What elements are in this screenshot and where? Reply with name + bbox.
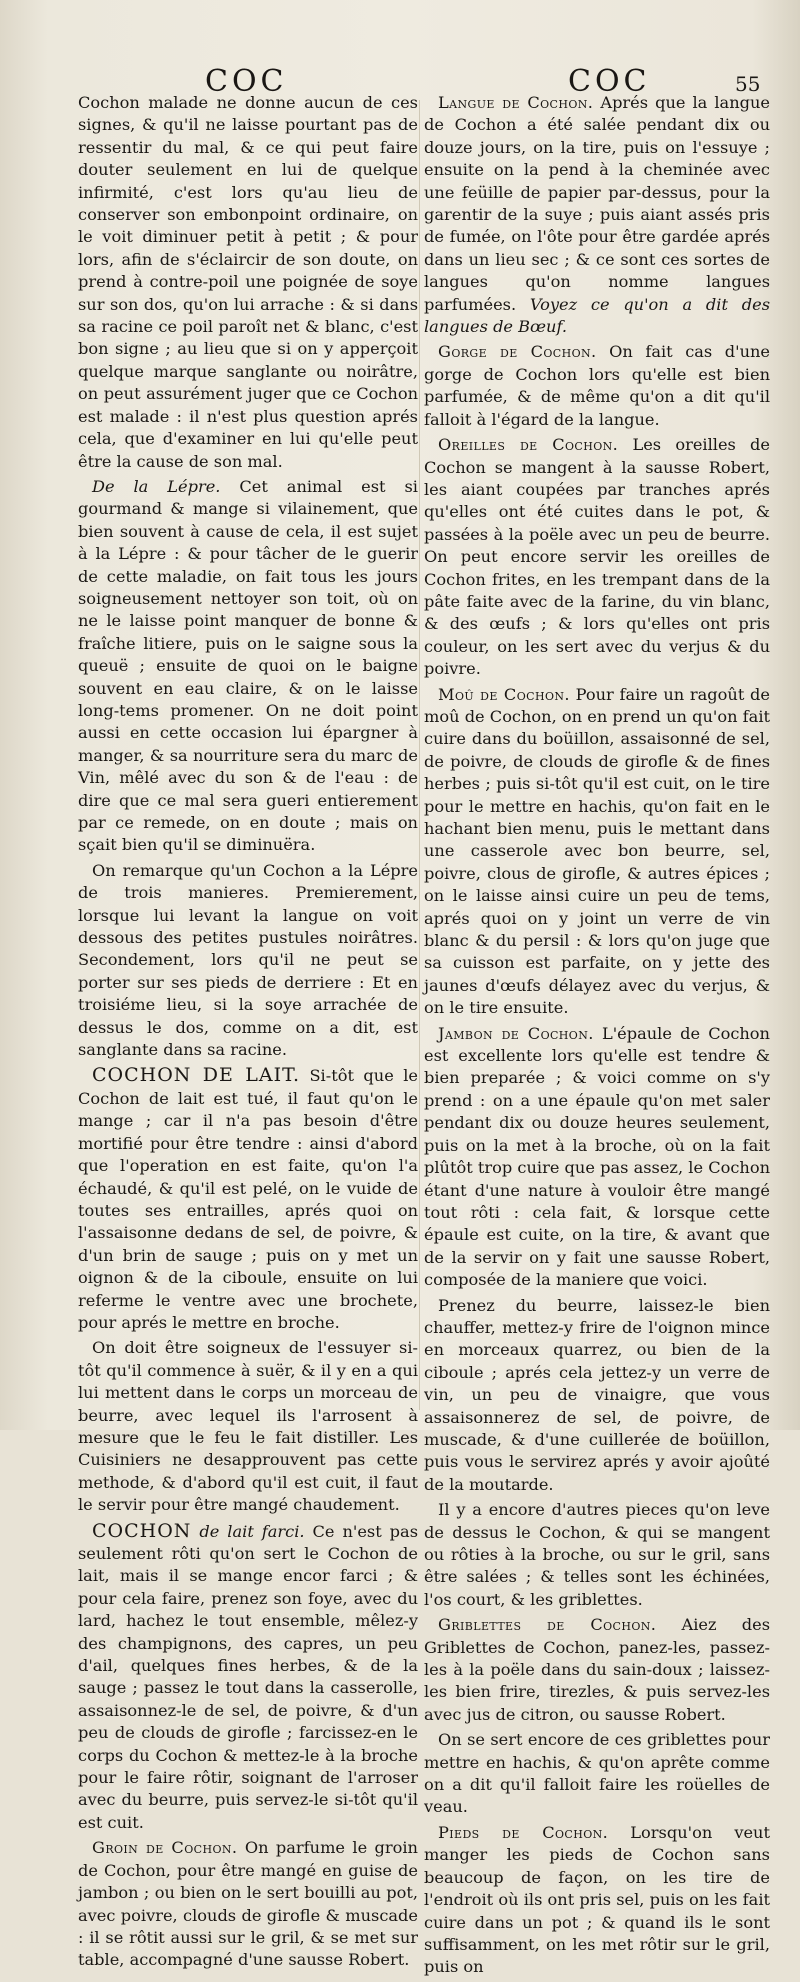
paragraph-autres-pieces: Il y a encore d'autres pieces qu'on leve de dessus le Cochon, & qui se mangent ou rôties à la broche, ou sur le gril, sans être salées ; & telles sont les échinées, l'os court, & les griblettes. xyxy=(424,1500,770,1609)
cochon-de-lait-heading: COCHON DE LAIT. xyxy=(92,1064,300,1087)
paragraph-gorge xyxy=(424,341,770,431)
groin-text: On parfume le groin de Cochon, pour être mangé en guise de jambon ; ou bien on le sert bouilli au pot, avec poivre, clouds de girofle & muscade : il se rôtit aussi sur le gril, & se met sur table, accompagné d'une sausse Robert. xyxy=(78,1838,418,1970)
paragraph-cochon-de-lait xyxy=(78,1064,418,1334)
oreilles-heading: Oreilles de Cochon. xyxy=(438,435,619,455)
pieds-heading: Pieds de Cochon. xyxy=(438,1822,609,1842)
paragraph-mou xyxy=(424,684,770,1020)
left-column xyxy=(78,92,418,1975)
paragraph-groin xyxy=(78,1837,418,1971)
paragraph-sausse-robert: Prenez du beurre, laissez-le bien chauffer, mettez-y frire de l'oignon mince en morceaux quarrez, ou bien de la ciboule ; aprés cela jettez-y un verre de vin, un peu de vinaigre, que vous assaisonnerez de sel, de poivre, de muscade, & d'une cuillerée de boüillon, puis vous le servirez aprés y avoir ajoûté de la moutarde. xyxy=(424,1295,770,1494)
header-left-word: COC xyxy=(205,64,288,99)
paragraph-cochon-farci xyxy=(78,1520,418,1835)
paragraph-hachis: On se sert encore de ces griblettes pour mettre en hachis, & qu'on aprête comme on a dit qu'il falloit faire les roüelles de veau. xyxy=(424,1730,770,1817)
paragraph-arroser: On doit être soigneux de l'essuyer si-tôt qu'il commence à suër, & il y en a qui lui mettent dans le corps un morceau de beurre, avec lequel ils l'arrosent à mesure que le feu le fait distiller. Les Cuisiniers ne desapprouvent pas cette methode, & d'abord qu'il est cuit, il faut le servir pour être mangé chaudement. xyxy=(78,1338,418,1515)
jambon-heading: Jambon de Cochon. xyxy=(438,1023,594,1043)
cochon-de-lait-text: Si-tôt que le Cochon de lait est tué, il faut qu'on le mange ; car il n'a pas besoin d'être mortifié pour être tendre : ainsi d'abord que l'operation en est faite, qu'on l'a échaudé, & qu'il est pelé, on le vuide de toutes ses entrailles, aprés quoi on l'assaisonne dedans de sel, de poivre, & d'un brin de sauge ; puis on y met un oignon & de la ciboule, ensuite on lui referme le ventre avec une brochete, pour aprés le mettre en broche. xyxy=(78,1066,418,1332)
griblettes-heading: Griblettes de Cochon. xyxy=(438,1615,657,1635)
paragraph-oreilles xyxy=(424,434,770,680)
cochon-farci-subheading: de lait farci. xyxy=(199,1521,305,1541)
mou-text: Pour faire un ragoût de moû de Cochon, on en prend un qu'on fait cuire dans du boüillon, assaisonné de sel, de poivre, de clouds de girofle & de fines herbes ; puis si-tôt qu'il est cuit, on le tire pour le mettre en hachis, qu'on fait en le hachant bien menu, puis le mettant dans une casserole avec bon beurre, sel, poivre, clous de girofle, & autres épices ; on le laisse ainsi cuire un peu de tems, aprés quoi on y joint un verre de vin blanc & du persil : & lors qu'on juge que sa cuisson est parfaite, on y jette des jaunes d'œufs délayez avec du verjus, & on le tire ensuite. xyxy=(424,684,770,1018)
cochon-farci-heading: COCHON xyxy=(92,1519,192,1542)
jambon-text: L'épaule de Cochon est excellente lors qu'elle est tendre & bien preparée ; & voici comme on s'y prend : on a une épaule qu'on met saler pendant dix ou douze heures seulement, puis on la met à la broche, où on la fait plûtôt trop cuire que pas assez, le Cochon étant d'une nature à vouloir être mangé tout rôti : cela fait, & lorsque cette épaule est cuite, on la tire, & avant que de la servir on y fait une sausse Robert, composée de la maniere que voici. xyxy=(424,1023,770,1290)
griblettes-text: Aiez des Griblettes de Cochon, panez-les, passez-les à la poële dans du sain-doux ; laissez-les bien frire, tirezles, & puis servez-les avec jus de citron, ou sausse Robert. xyxy=(424,1615,770,1724)
paragraph-jambon xyxy=(424,1023,770,1292)
paragraph-continued: Cochon malade ne donne aucun de ces signes, & qu'il ne laisse pourtant pas de ressentir du mal, & ce qui peut faire douter seulement en lui de quelque infirmité, c'est lors qu'au lieu de conserver son embonpoint ordinaire, on le voit diminuer petit à petit ; & pour lors, afin de s'éclaircir de son doute, on prend à contre-poil une poignée de soye sur son dos, qu'on lui arrache : & si dans sa racine ce poil paroît net & blanc, c'est bon signe ; au lieu que si on y apperçoit quelque marque sanglante ou noirâtre, on peut assurément juger que ce Cochon est malade : il n'est plus question aprés cela, que d'examiner en lui qu'elle peut être la cause de son mal. xyxy=(78,93,418,471)
mou-heading: Moû de Cochon. xyxy=(438,684,570,704)
paragraph-lepre-signs: On remarque qu'un Cochon a la Lépre de trois manieres. Premierement, lorsque lui levant la langue on voit dessous des petites pustules noirâtres. Secondement, lors qu'il ne peut se porter sur ses pieds de derriere : Et en troisiéme lieu, si la soye arrachée de dessus le dos, comme on a dit, est sanglante dans sa racine. xyxy=(78,860,418,1060)
lepre-heading: De la Lépre. xyxy=(92,476,221,496)
paragraph-lepre xyxy=(78,476,418,857)
gorge-heading: Gorge de Cochon. xyxy=(438,342,597,362)
langue-text: Aprés que la langue de Cochon a été salée pendant dix ou douze jours, on la tire, puis on l'essuye ; ensuite on la pend à la cheminée avec une feüille de papier par-dessus, pour la garentir de la suye ; puis aiant assés pris de fumée, on l'ôte pour être gardée aprés dans un lieu sec ; & ce sont ces sortes de langues qu'on nomme langues parfumées. xyxy=(424,93,770,314)
paragraph-griblettes xyxy=(424,1614,770,1726)
column-gutter xyxy=(419,100,420,1410)
lepre-text: Cet animal est si gourmand & mange si vilainement, que bien souvent à cause de cela, il est sujet à la Lépre : & pour tâcher de le guerir de cette maladie, on fait tous les jours soigneusement nettoyer son toit, où on ne le laisse point manquer de bonne & fraîche litiere, puis on le saigne sous la queuë ; ensuite de quoi on le baigne souvent en eau claire, & on le laisse long-tems promener. On ne doit point aussi en cette occasion lui épargner à manger, & sa nourriture sera du marc de Vin, mêlé avec du son & de l'eau : de dire que ce mal sera gueri entierement par ce remede, on en doute ; mais on sçait bien qu'il se diminuëra. xyxy=(78,476,418,855)
right-column xyxy=(424,92,770,1982)
paragraph-langue xyxy=(424,92,770,338)
header-right-word: COC xyxy=(568,64,651,99)
paragraph-pieds xyxy=(424,1822,770,1979)
oreilles-text: Les oreilles de Cochon se mangent à la sausse Robert, les aiant coupées par tranches aprés qu'elles ont été cuites dans le pot, & passées à la poële avec un peu de beurre. On peut encore servir les oreilles de Cochon frites, en les trempant dans de la pâte faite avec de la farine, du vin blanc, & des œufs ; & lors qu'elles ont pris couleur, on les sert avec du verjus & du poivre. xyxy=(424,435,771,679)
cochon-farci-text: Ce n'est pas seulement rôti qu'on sert le Cochon de lait, mais il se mange encor farci ; & pour cela faire, prenez son foye, avec du lard, hachez le tout ensemble, mêlez-y des champignons, des capres, un peu d'ail, quelques fines herbes, & de la sauge ; passez le tout dans la casserolle, assaisonnez-le de sel, de poivre, & d'un peu de clouds de girofle ; farcissez-en le corps du Cochon & mettez-le à la broche pour le faire rôtir, soignant de l'arroser avec du beurre, puis servez-le si-tôt qu'il est cuit. xyxy=(78,1521,418,1832)
groin-heading: Groin de Cochon. xyxy=(92,1838,238,1858)
pieds-text: Lorsqu'on veut manger les pieds de Cochon sans beaucoup de façon, on les tire de l'endroit où ils ont pris sel, puis on les fait cuire dans un pot ; & quand ils le sont suffisamment, on les met rôtir sur le gril, puis on xyxy=(424,1822,770,1977)
langue-crossref: Voyez ce qu'on a dit des langues de Bœuf. xyxy=(424,294,770,337)
page-number: 55 xyxy=(735,72,761,96)
gorge-text: On fait cas d'une gorge de Cochon lors qu'elle est bien parfumée, & de même qu'on a dit qu'il falloit à l'égard de la langue. xyxy=(424,342,770,429)
langue-heading: Langue de Cochon. xyxy=(438,93,594,112)
